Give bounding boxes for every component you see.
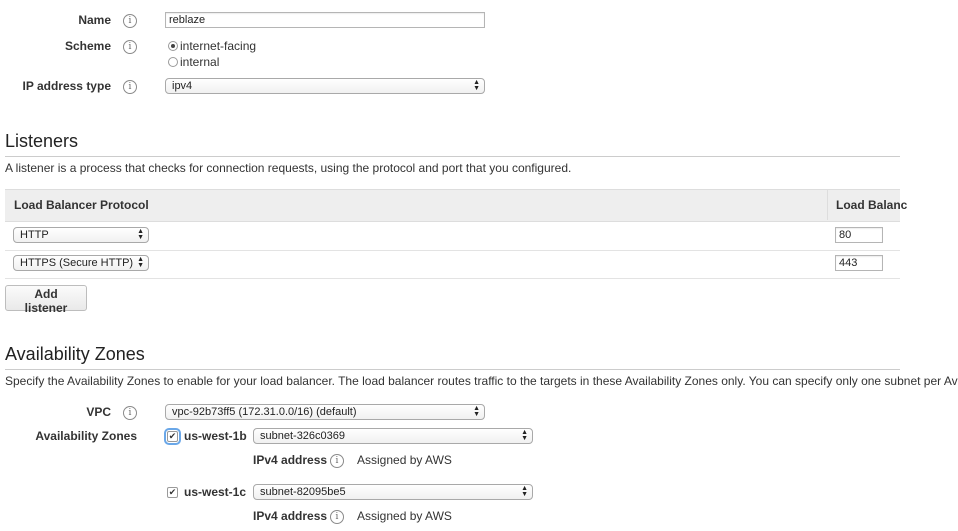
info-icon[interactable]: i [123,80,137,94]
scheme-label: Scheme [64,39,111,53]
select-arrows-icon: ▲ ▼ [473,405,480,418]
ipv4-address-value: Assigned by AWS [357,509,452,523]
info-icon[interactable]: i [330,510,344,524]
info-icon[interactable]: i [330,454,344,468]
zone-checkbox-us-west-1c[interactable]: ✔ [168,487,177,497]
scheme-option-internal: internal [180,55,220,69]
column-header-port: Load Balanc [836,198,908,212]
availability-zones-title: Availability Zones [5,344,145,364]
ipv4-address-label: IPv4 address [253,509,328,523]
listener-protocol-select[interactable] [13,255,149,271]
ip-address-type-value: ipv4 [172,80,193,92]
listeners-divider [5,156,900,157]
ipv4-address-value: Assigned by AWS [357,453,452,467]
vpc-select[interactable] [165,404,485,420]
zone-checkbox-us-west-1b[interactable]: ✔ [168,431,177,441]
availability-zones-label: Availability Zones [35,429,137,443]
info-icon[interactable]: i [123,406,137,420]
radio-internal[interactable] [168,57,178,67]
listeners-description: A listener is a process that checks for connection requests, using the protocol and port that you configured. [5,161,572,175]
select-arrows-icon: ▲ ▼ [137,228,144,241]
name-label: Name [78,13,111,27]
listener-port-input[interactable] [835,255,883,271]
info-icon[interactable]: i [123,40,137,54]
listener-protocol-select[interactable] [13,227,149,243]
select-arrows-icon: ▲ ▼ [521,485,528,498]
name-input[interactable] [165,12,485,28]
listener-protocol-value: HTTPS (Secure HTTP) [20,257,134,269]
info-icon[interactable]: i [123,14,137,28]
subnet-value: subnet-82095be5 [260,486,346,498]
column-header-protocol: Load Balancer Protocol [14,198,149,212]
scheme-option-internet-facing: internet-facing [180,39,257,53]
vpc-label: VPC [86,405,111,419]
vpc-value: vpc-92b73ff5 (172.31.0.0/16) (default) [172,406,357,418]
listener-port-input[interactable] [835,227,883,243]
column-divider [827,190,828,220]
select-arrows-icon: ▲ ▼ [473,79,480,92]
table-row-divider [5,250,900,251]
availability-zones-description: Specify the Availability Zones to enable for your load balancer. The load balancer routes traffic to the targets in these Availability Zones only. You can specify only one subnet per Av [5,374,958,388]
zone-name: us-west-1b [184,429,247,443]
radio-internet-facing[interactable] [168,41,178,51]
subnet-select[interactable] [253,484,533,500]
listeners-title: Listeners [5,131,79,151]
zone-name: us-west-1c [184,485,247,499]
availability-zones-divider [5,369,900,370]
listener-protocol-value: HTTP [20,229,49,241]
table-row-divider [5,278,900,279]
select-arrows-icon: ▲ ▼ [521,429,528,442]
add-listener-button[interactable]: Add listener [5,285,87,311]
select-arrows-icon: ▲ ▼ [137,256,144,269]
ip-address-type-label: IP address type [22,79,111,93]
ip-address-type-select[interactable] [165,78,485,94]
subnet-select[interactable] [253,428,533,444]
subnet-value: subnet-326c0369 [260,430,346,442]
ipv4-address-label: IPv4 address [253,453,328,467]
